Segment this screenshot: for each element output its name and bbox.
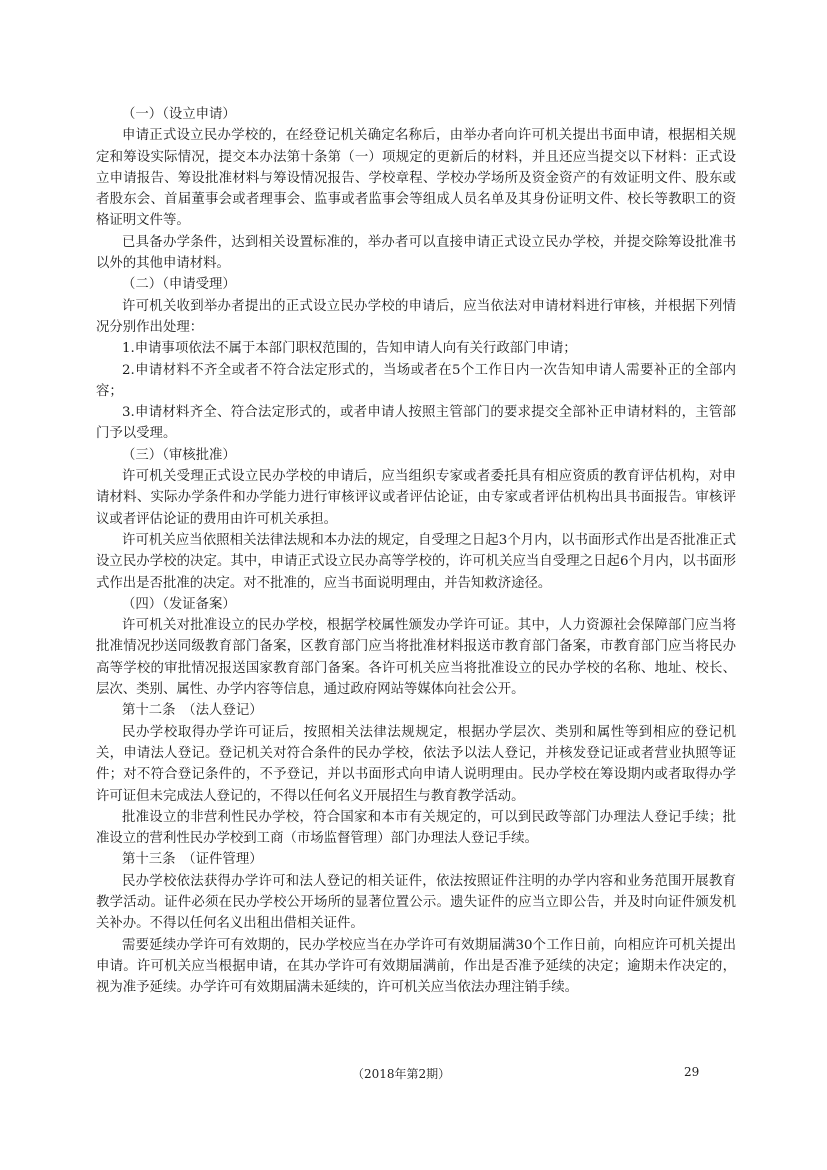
body-paragraph: 2.申请材料不齐全或者不符合法定形式的，当场或者在5个工作日内一次告知申请人需要补正的全部内容；: [96, 362, 736, 399]
page-footer: [0, 1065, 827, 1085]
section-heading: 第十二条 （法人登记）: [122, 703, 263, 719]
section-heading: （一）（设立申请）: [122, 107, 236, 122]
body-paragraph: 民办学校取得办学许可证后，按照相关法律法规规定，根据办学层次、类别和属性等到相应的登记机关，申请法人登记。登记机关对符合条件的民办学校，依法予以法人登记，并核发登记证或者营业执照等证件；对不符合登记条件的，不予登记，并以书面形式向申请人说明理由。民办学校在筹设期内或者取得办学许可证但未完成法人登记的，不得以任何名义开展招生与教育教学活动。: [96, 724, 736, 804]
body-paragraph: 许可机关受理正式设立民办学校的申请后，应当组织专家或者委托具有相应资质的教育评估机构，对申请材料、实际办学条件和办学能力进行审核评议或者评估论证，由专家或者评估机构出具书面报告。审核评议或者评估论证的费用由许可机关承担。: [96, 469, 736, 527]
section-heading: 第十三条 （证件管理）: [122, 852, 263, 868]
section-heading: （三）（审核批准）: [122, 447, 236, 463]
body-paragraph: 申请正式设立民办学校的，在经登记机关确定名称后，由举办者向许可机关提出书面申请，根据相关规定和筹设实际情况，提交本办法第十条第（一）项规定的更新后的材料，并且还应当提交以下材料：正式设立申请报告、筹设批准材料与筹设情况报告、学校章程、学校办学场所及资金资产的有效证明文件、股东或者股东会、首届董事会或者理事会、监事或者监事会等组成人员名单及其身份证明文件、校长等教职工的资格证明文件等。: [96, 128, 736, 229]
body-paragraph: 需要延续办学许可有效期的，民办学校应当在办学许可有效期届满30个工作日前，向相应许可机关提出申请。许可机关应当根据申请，在其办学许可有效期届满前，作出是否准予延续的决定；逾期未作决定的，视为准予延续。办学许可有效期届满未延续的，许可机关应当依法办理注销手续。: [96, 937, 736, 996]
body-paragraph: 民办学校依法获得办学许可和法人登记的相关证件，依法按照证件注明的办学内容和业务范围开展教育教学活动。证件必须在民办学校公开场所的显著位置公示。遗失证件的应当立即公告，并及时向证件颁发机关补办。不得以任何名义出租出借相关证件。: [96, 873, 736, 932]
issue-label: （2018年第2期）: [352, 1067, 451, 1081]
body-paragraph: 已具备办学条件，达到相关设置标准的，举办者可以直接申请正式设立民办学校，并提交除筹设批准书以外的其他申请材料。: [96, 234, 736, 272]
body-paragraph: 1.申请事项依法不属于本部门职权范围的，告知申请人向有关行政部门申请；: [122, 341, 577, 357]
body-paragraph: 许可机关应当依照相关法律法规和本办法的规定，自受理之日起3个月内，以书面形式作出是否批准正式设立民办学校的决定。其中，申请正式设立民办高等学校的，许可机关应当自受理之日起6个月内，以书面形式作出是否批准的决定。对不批准的，应当书面说明理由，并告知救济途径。: [96, 532, 736, 591]
body-paragraph: 许可机关收到举办者提出的正式设立民办学校的申请后，应当依法对申请材料进行审核，并根据下列情况分别作出处理：: [96, 298, 736, 335]
document-body: [96, 104, 736, 998]
body-paragraph: 批准设立的非营利性民办学校，符合国家和本市有关规定的，可以到民政等部门办理法人登记手续；批准设立的营利性民办学校到工商（市场监督管理）部门办理法人登记手续。: [96, 809, 736, 847]
section-heading: （二）（申请受理）: [122, 277, 236, 293]
body-paragraph: 3.申请材料齐全、符合法定形式的，或者申请人按照主管部门的要求提交全部补正申请材料的，主管部门予以受理。: [96, 405, 736, 442]
body-paragraph: 许可机关对批准设立的民办学校，根据学校属性颁发办学许可证。其中，人力资源社会保障部门应当将批准情况抄送同级教育部门备案，区教育部门应当将批准材料报送市教育部门备案，市教育部门应当将民办高等学校的审批情况报送国家教育部门备案。各许可机关应当将批准设立的民办学校的名称、地址、校长、层次、类别、属性、办学内容等信息，通过政府网站等媒体向社会公开。: [96, 618, 736, 698]
section-heading: （四）（发证备案）: [122, 596, 236, 612]
page-number: 29: [684, 1065, 700, 1079]
